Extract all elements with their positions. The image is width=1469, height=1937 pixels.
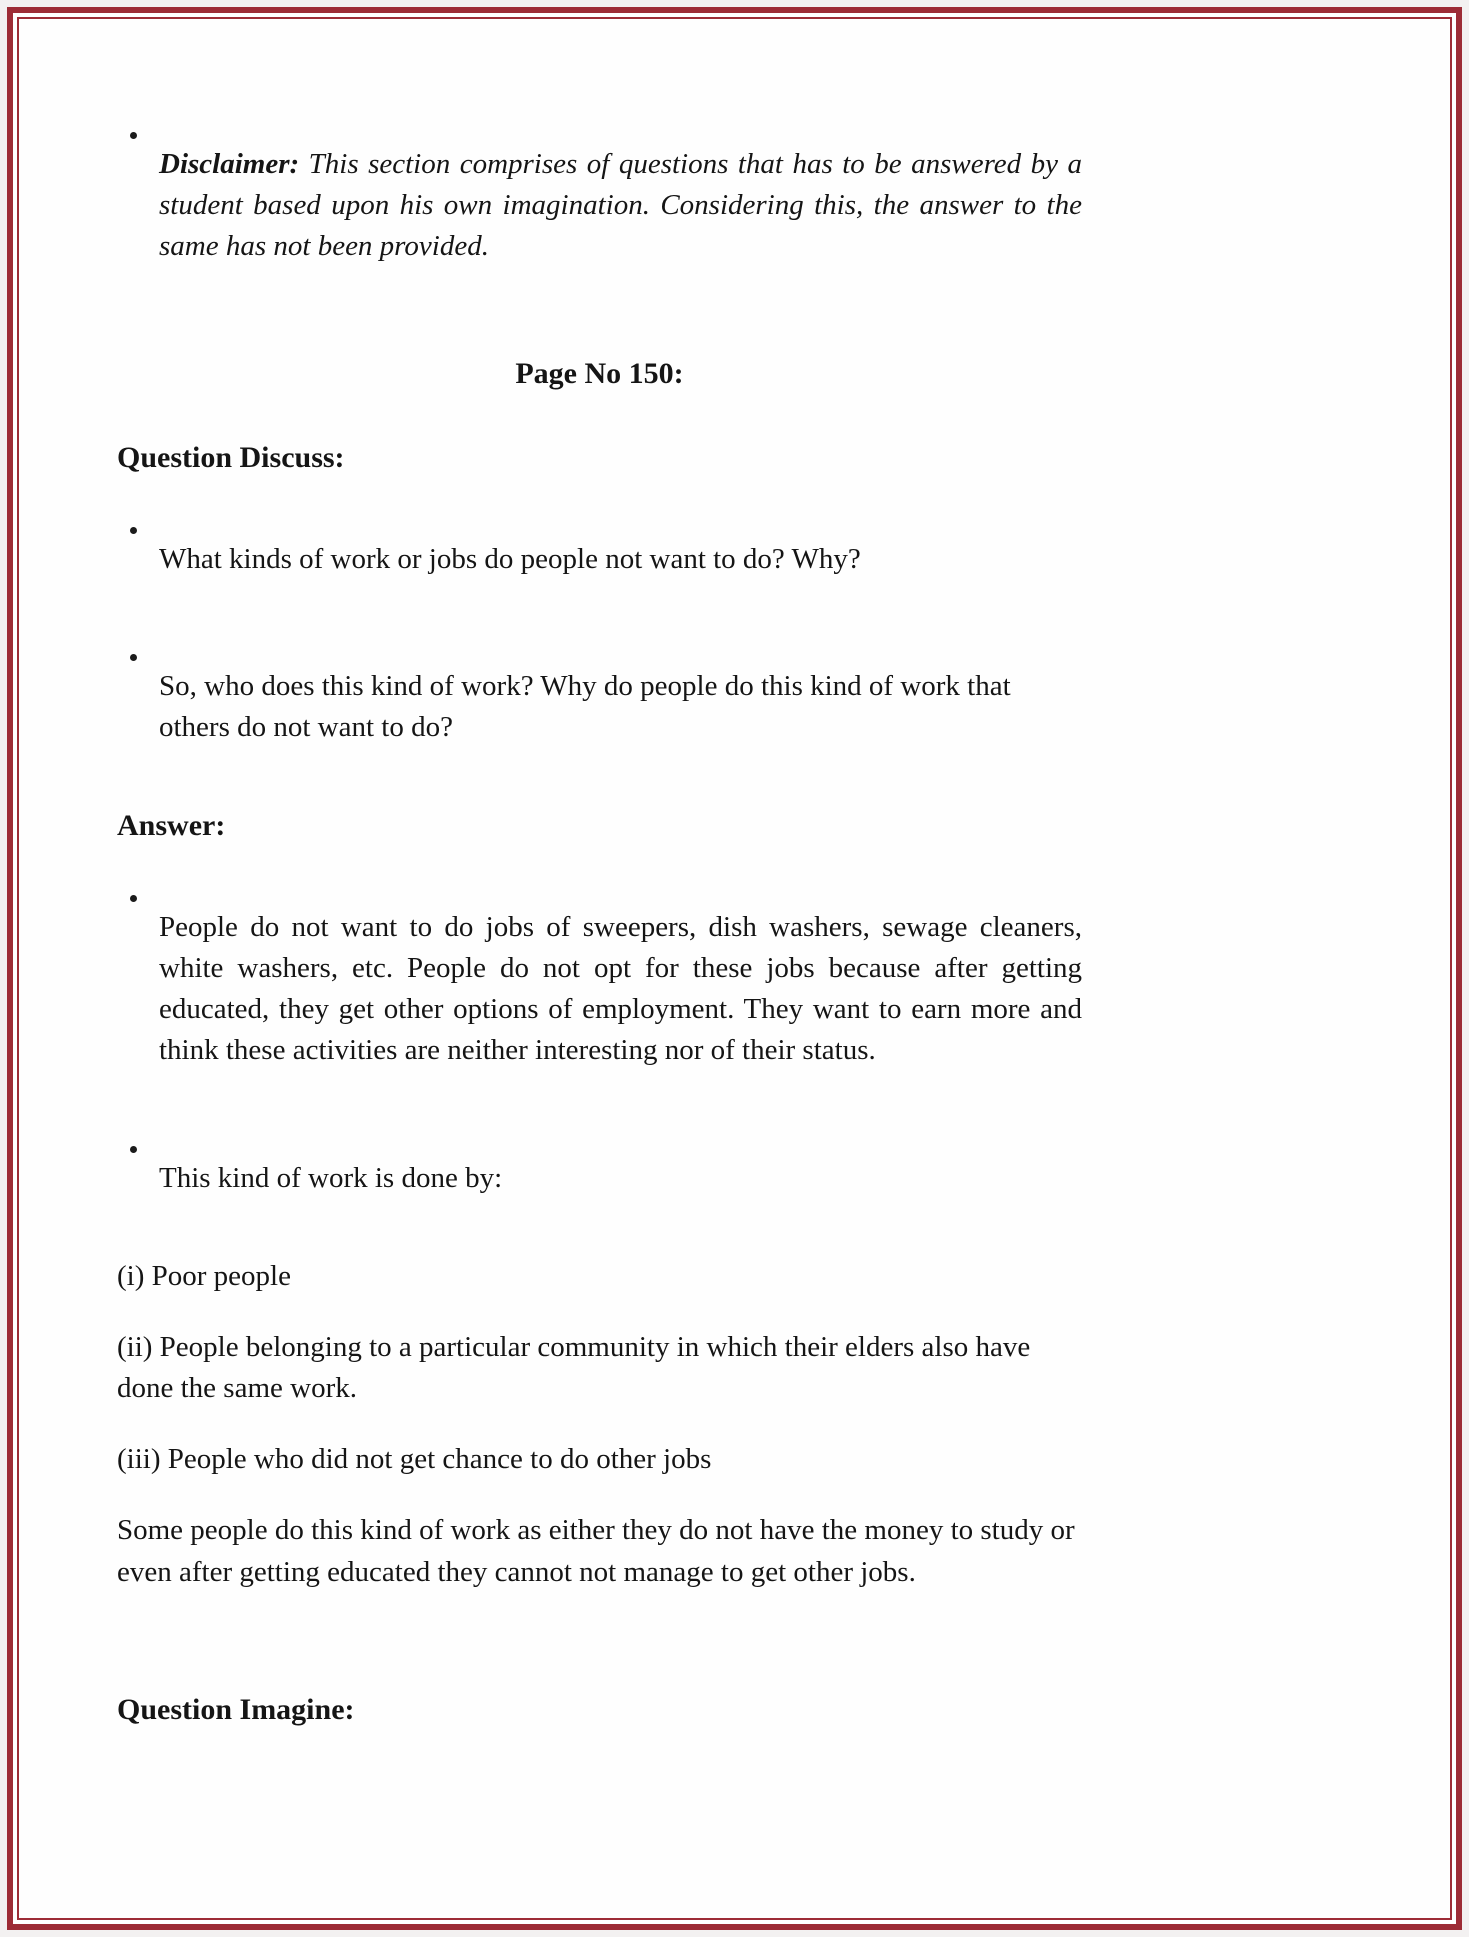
bullet-dot-icon — [117, 510, 159, 609]
answer-closing-paragraph: Some people do this kind of work as either they do not have the money to study or even after getting educated they cannot not manage to get other jobs. — [117, 1514, 1075, 1588]
disclaimer-text: This section comprises of questions that has to be answered by a student based upon his own imagination. Considering this, the answer to the same has not been provided. — [159, 148, 1082, 263]
answer-bullet-2 — [117, 1129, 1082, 1228]
discuss-bullet-2-text: So, who does this kind of work? Why do people do this kind of work that others do not want to do? — [159, 669, 1011, 744]
discuss-bullet-1 — [117, 510, 1082, 609]
answer-point-ii: (ii) People belonging to a particular community in which their elders also have done the same work. — [117, 1330, 1031, 1405]
page-border-inner — [17, 17, 1452, 1920]
bullet-dot-icon — [117, 115, 159, 297]
disclaimer-paragraph — [159, 144, 1082, 268]
discuss-bullet-1-text: What kinds of work or jobs do people not want to do? Why? — [159, 542, 861, 575]
answer-point-iii: (iii) People who did not get chance to do other jobs — [117, 1443, 712, 1476]
question-discuss-label: Question Discuss: — [117, 441, 345, 475]
page-border-outer — [7, 7, 1462, 1930]
bullet-dot-icon — [117, 637, 159, 777]
disclaimer-label: Disclaimer: — [159, 148, 300, 180]
answer-label: Answer: — [117, 809, 226, 843]
disclaimer-bullet — [117, 115, 1082, 297]
answer-bullet-1 — [117, 878, 1082, 1101]
bullet-dot-icon — [117, 1129, 159, 1228]
answer-point-i: (i) Poor people — [117, 1259, 291, 1292]
answer-bullet-2-text: This kind of work is done by: — [159, 1161, 503, 1194]
question-imagine-label: Question Imagine: — [117, 1692, 355, 1726]
bullet-dot-icon — [117, 878, 159, 1101]
discuss-bullet-2 — [117, 637, 1082, 777]
answer-bullet-1-text: People do not want to do jobs of sweepers, dish washers, sewage cleaners, white washers, etc. People do not opt for these jobs because after getting educated, they get other options of employment. They want to earn more and think these activities are neither interesting nor of their status. — [159, 910, 1082, 1067]
page-number-heading: Page No 150: — [515, 356, 684, 390]
document-content — [19, 19, 1450, 1918]
